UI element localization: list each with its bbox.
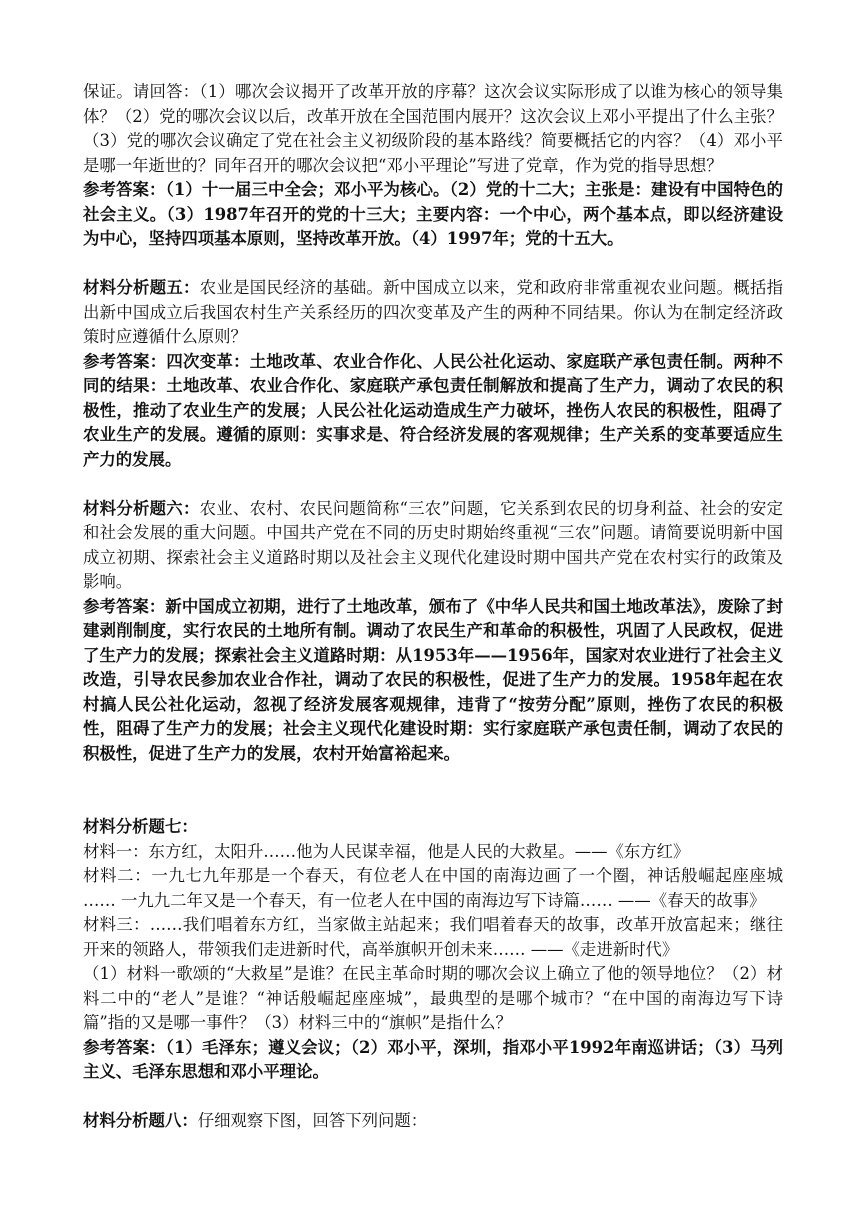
document-page — [83, 80, 783, 1134]
question-8 — [83, 1109, 783, 1134]
question-6-label: 材料分析题六： — [83, 498, 200, 518]
answer-4-label: 参考答案： — [83, 180, 166, 199]
spacer — [83, 252, 783, 277]
spacer — [83, 1085, 783, 1110]
answer-5-body: 四次变革：土地改革、农业合作化、人民公社化运动、家庭联产承包责任制。两种不同的结果：土地改革、农业合作化、家庭联产承包责任制解放和提高了生产力，调动了农民的积极性，推动了农业生产的发展；人民公社化运动造成生产力破坏，挫伤人农民的积极性，阻碍了农业生产的发展。遵循的原则：实事求是、符合经济发展的客观规律；生产关系的变革要适应生产力的发展。 — [83, 351, 784, 469]
question-4-text — [83, 80, 783, 178]
material-3: 材料三：……我们唱着东方红，当家做主站起来；我们唱着春天的故事，改革开放富起来；继往开来的领路人，带领我们走进新时代，高举旗帜开创未来…… ——《走进新时代》 — [83, 915, 783, 959]
material-1: 材料一：东方红，太阳升……他为人民谋幸福，他是人民的大救星。——《东方红》 — [83, 841, 690, 861]
question-7-body: （1）材料一歌颂的“大救星”是谁？在民主革命时期的哪次会议上确立了他的领导地位？（2）材料二中的“老人”是谁？“神话般崛起座座城”，最典型的是哪个城市？“在中国的南海边写下诗篇”指的又是哪一事件？（3）材料三中的“旗帜”是指什么？ — [83, 964, 783, 1032]
answer-4-body: （1）十一届三中全会；邓小平为核心。（2）党的十二大；主张是：建设有中国特色的社会主义。（3）1987年召开的党的十三大；主要内容：一个中心，两个基本点，即以经济建设为中心，坚持四项基本原则，坚持改革开放。（4）1997年；党的十五大。 — [83, 180, 783, 248]
question-6-body: 农业、农村、农民问题简称“三农”问题，它关系到农民的切身利益、社会的安定和社会发展的重大问题。中国共产党在不同的历史时期始终重视“三农”问题。请简要说明新中国成立初期、探索社会主义道路时期以及社会主义现代化建设时期中国共产党在农村实行的政策及影响。 — [83, 498, 783, 591]
question-5-label: 材料分析题五： — [83, 278, 200, 297]
question-8-label: 材料分析题八： — [83, 1111, 198, 1130]
question-4-body: 保证。请回答：（1）哪次会议揭开了改革开放的序幕？这次会议实际形成了以谁为核心的领导集体？（2）党的哪次会议以后，改革开放在全国范围内展开？这次会议上邓小平提出了什么主张？（3）党的哪次会议确定了党在社会主义初级阶段的基本路线？简要概括它的内容？（4）邓小平是哪一年逝世的？同年召开的哪次会议把“邓小平理论”写进了党章，作为党的指导思想？ — [83, 82, 783, 175]
answer-6 — [83, 595, 783, 767]
question-5-body: 农业是国民经济的基础。新中国成立以来，党和政府非常重视农业问题。概括指出新中国成立后我国农村生产关系经历的四次变革及产生的两种不同结果。你认为在制定经济政策时应遵循什么原则？ — [83, 278, 784, 346]
answer-4 — [83, 178, 783, 252]
question-8-body: 仔细观察下图，回答下列问题： — [197, 1111, 428, 1130]
question-7-label: 材料分析题七： — [83, 817, 198, 836]
answer-6-body: 新中国成立初期，进行了土地改革，颁布了《中华人民共和国土地改革法》，废除了封建剥削制度，实行农民的土地所有制。调动了农民生产和革命的积极性，巩固了人民政权，促进了生产力的发展；探索社会主义道路时期：从1953年——1956年，国家对农业进行了社会主义改造，引导农民参加农业合作社，调动了农民的积极性，促进了生产力的发展。1958年起在农村搞人民公社化运动，忽视了经济发展客观规律，违背了“按劳分配”原则，挫伤了农民的积极性，阻碍了生产力的发展；社会主义现代化建设时期：实行家庭联产承包责任制，调动了农民的积极性，促进了生产力的发展，农村开始富裕起来。 — [83, 596, 783, 763]
answer-7-label: 参考答案： — [83, 1037, 166, 1057]
spacer — [83, 766, 783, 815]
answer-5 — [83, 350, 783, 473]
question-6 — [83, 497, 783, 595]
question-5 — [83, 276, 783, 350]
answer-7 — [83, 1036, 783, 1085]
spacer — [83, 472, 783, 497]
answer-6-label: 参考答案： — [83, 596, 166, 616]
answer-7-body: （1）毛泽东；遵义会议；（2）邓小平，深圳，指邓小平1992年南巡讲话；（3）马列主义、毛泽东思想和邓小平理论。 — [83, 1037, 784, 1081]
answer-5-label: 参考答案： — [83, 351, 167, 371]
material-2: 材料二：一九七九年那是一个春天，有位老人在中国的南海边画了一个圈，神话般崛起座座城 …… 一九九二年又是一个春天，有一位老人在中国的南海边写下诗篇…… ——《春天的故事》 — [83, 866, 783, 910]
